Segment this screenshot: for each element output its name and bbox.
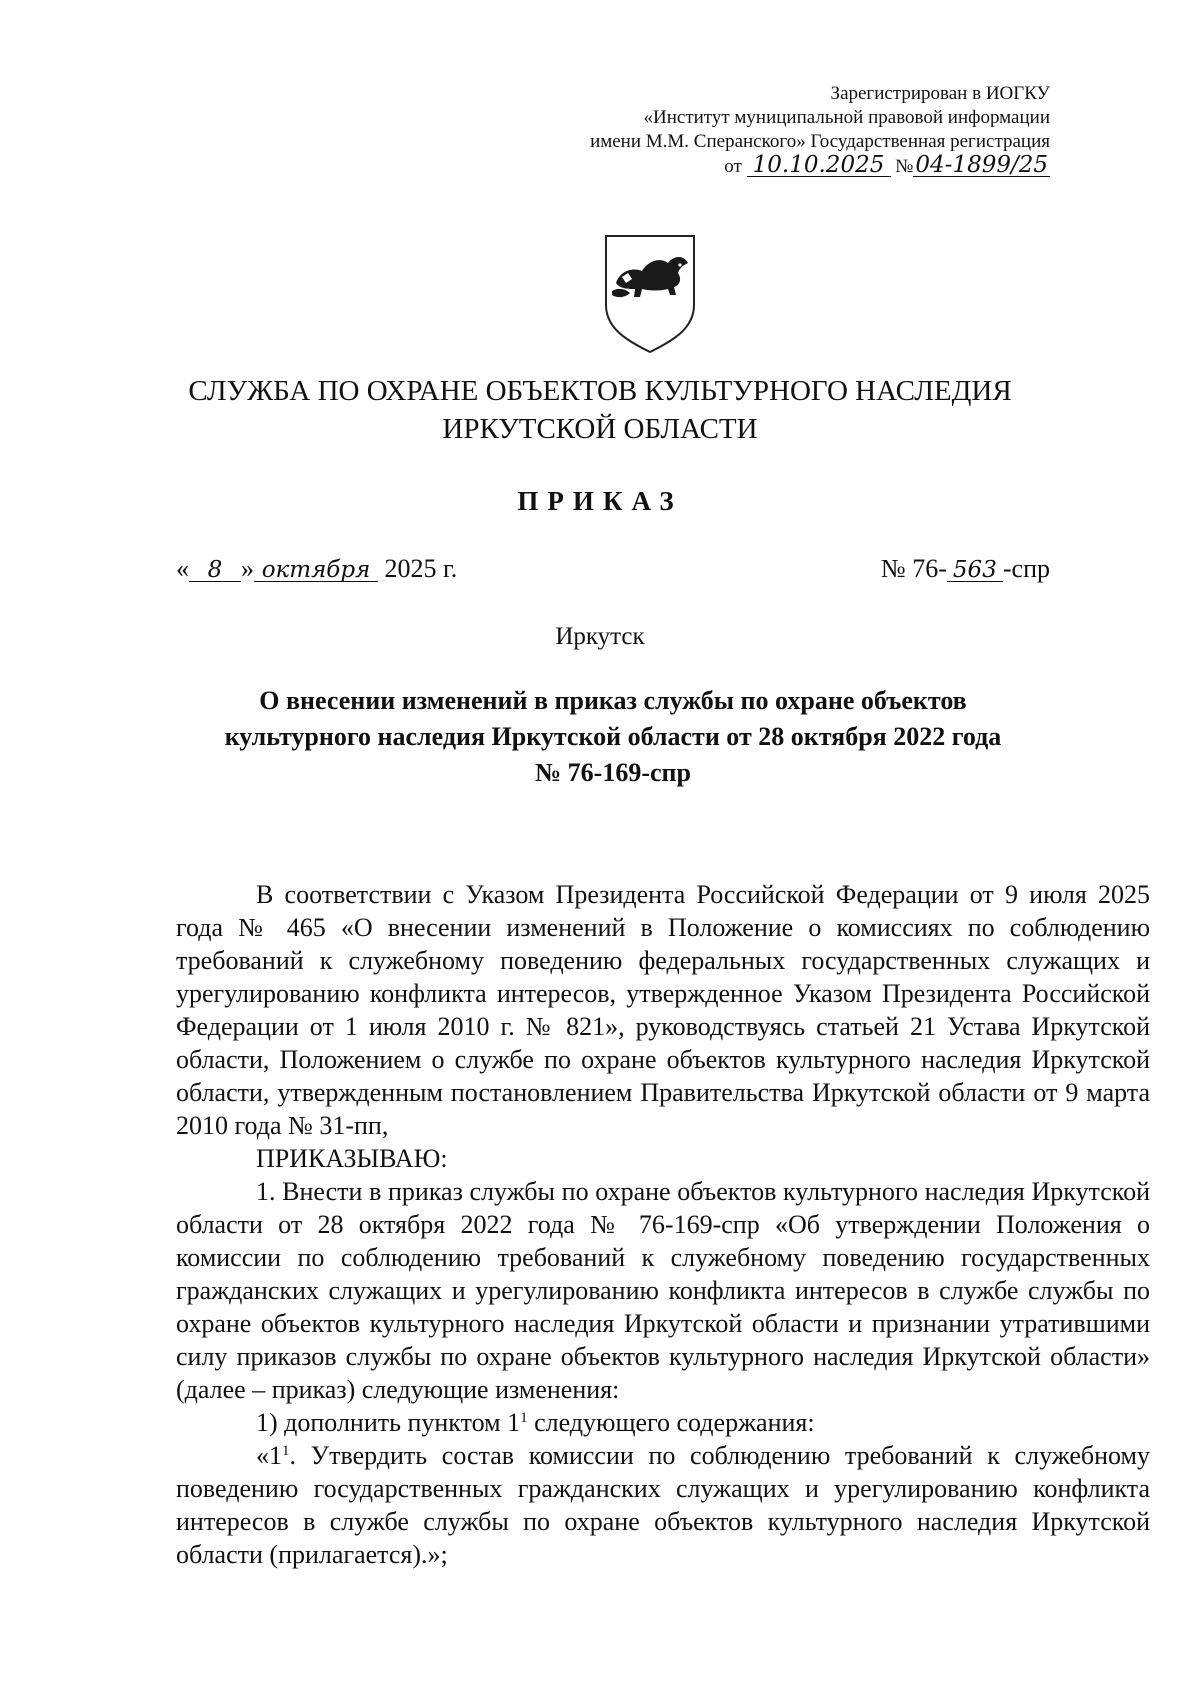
- order-number: [881, 554, 1050, 584]
- order-number-value: 563: [947, 559, 1003, 582]
- quoted-paragraph-number: «1: [256, 1441, 282, 1470]
- order-day: 8: [189, 559, 241, 582]
- order-date: [176, 554, 457, 584]
- order-number-prefix: № 76-: [880, 554, 947, 583]
- coat-of-arms-icon: [602, 233, 698, 355]
- registration-line-4: [430, 154, 1050, 179]
- subitem-1-superscript: 1: [520, 1410, 528, 1426]
- quoted-paragraph: [176, 1439, 1150, 1571]
- registration-date: 10.10.2025: [747, 154, 891, 177]
- preamble-paragraph: В соответствии с Указом Президента Российской Федерации от 9 июля 2025 года № 465 «О внесении изменений в Положение о комиссиях по соблюдению требований к служебному поведению федеральных государственных служащих и урегулированию конфликта интересов, утвержденное Указом Президента Российской Федерации от 1 июля 2010 г. № 821», руководствуясь статьей 21 Устава Иркутской области, Положением о службе по охране объектов культурного наследия Иркутской области, утвержденным постановлением Правительства Иркутской области от 9 марта 2010 года № 31-пп,: [176, 880, 1150, 1140]
- registration-from-label: от: [724, 156, 742, 177]
- quoted-paragraph-text: . Утвердить состав комиссии по соблюдению требований к служебному поведению государственных гражданских служащих и урегулированию конфликта интересов в службе службы по охране объектов культурного наследия Иркутской области (прилагается).»;: [176, 1441, 1150, 1569]
- subject-line-3: № 76-169-спр: [535, 758, 691, 787]
- order-year: 2025 г.: [384, 554, 458, 583]
- order-month: октября: [254, 559, 378, 582]
- registration-number: 04-1899/25: [915, 152, 1048, 178]
- order-number-suffix: -спр: [1002, 554, 1050, 583]
- order-subject: [176, 683, 1050, 791]
- subitem-1-paragraph: [176, 1406, 1150, 1439]
- quoted-paragraph-superscript: 1: [282, 1443, 290, 1459]
- registration-line-3: имени М.М. Сперанского» Государственная регистрация: [590, 131, 1050, 152]
- order-body: [176, 878, 1150, 1571]
- agency-name: [0, 372, 1200, 448]
- item-1-paragraph: 1. Внести в приказ службы по охране объектов культурного наследия Иркутской области от 28 октября 2022 года № 76-169-спр «Об утверждении Положения о комиссии по соблюдению требований к служебному поведению государственных гражданских служащих и урегулированию конфликта интересов в службе службы по охране объектов культурного наследия Иркутской области и признании утратившими силу приказов службы по охране объектов культурного наследия Иркутской области» (далее – приказ) следующие изменения:: [176, 1177, 1150, 1404]
- subject-line-1: О внесении изменений в приказ службы по охране объектов: [259, 686, 967, 715]
- subject-line-2: культурного наследия Иркутской области от 28 октября 2022 года: [224, 722, 1002, 751]
- subitem-1-text: 1) дополнить пунктом 1: [256, 1408, 521, 1437]
- agency-line-2: ИРКУТСКОЙ ОБЛАСТИ: [442, 413, 758, 445]
- registration-stamp: [430, 82, 1050, 179]
- registration-number-label: №: [895, 156, 914, 177]
- document-title: ПРИКАЗ: [517, 486, 683, 516]
- registration-line-1: Зарегистрирован в ИОГКУ: [830, 83, 1050, 104]
- date-open-quote: «: [176, 554, 189, 583]
- city: Иркутск: [555, 623, 645, 650]
- order-word: ПРИКАЗЫВАЮ:: [256, 1144, 448, 1173]
- date-close-quote: »: [241, 554, 254, 583]
- agency-line-1: СЛУЖБА ПО ОХРАНЕ ОБЪЕКТОВ КУЛЬТУРНОГО НАСЛЕДИЯ: [188, 375, 1012, 407]
- registration-line-2: «Институт муниципальной правовой информации: [643, 107, 1050, 128]
- subitem-1-tail: следующего содержания:: [527, 1408, 815, 1437]
